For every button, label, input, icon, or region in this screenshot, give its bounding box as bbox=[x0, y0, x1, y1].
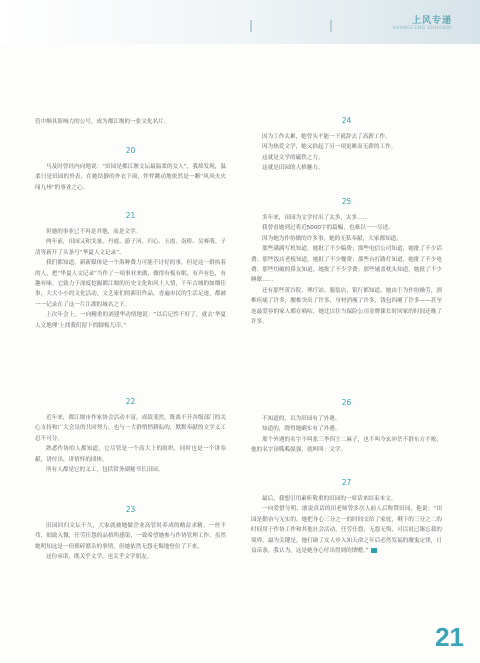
section-number: 21 bbox=[125, 211, 136, 220]
section-number: 20 bbox=[125, 146, 136, 155]
paragraph: 近年来，都江堰市作家协会活动丰富，成绩斐然，既离不开各级部门的关心支持和广大会员的共同努力，也与一大群悄悄耕耘的，默默奉献的文学义工息不可分。 bbox=[35, 415, 226, 442]
section-26 bbox=[251, 398, 442, 456]
end-of-article-mark bbox=[371, 548, 377, 553]
paragraph: 马及时曾经内向地说：“田园是都江堰文坛最温柔的女人”，我却发现，温柔只是田园的外表，在她结静的外衣下面，怦怦跳动地依然是一颗“风风火火闯九州”的事业之心。 bbox=[35, 164, 226, 191]
paragraph: 管中颇具影响力的公号，成为都江堰的一张文化名片。 bbox=[35, 119, 170, 125]
paragraph: 因为工作太累，她曾头不能一下就辞去了高薪工作。 bbox=[262, 134, 391, 140]
header-divider-mark bbox=[250, 20, 252, 32]
paragraph: 所有人都是它的义工，包括常务副秘书长田园。 bbox=[46, 467, 164, 474]
section-23 bbox=[35, 505, 226, 563]
section-20 bbox=[35, 146, 226, 193]
paragraph: 上次年会上，一向精重的刘建华动情地说：“以后记性不好了，就去‘华夏人文地理’上找我们留下的脚板儿印。” bbox=[35, 312, 226, 329]
section-number: 23 bbox=[125, 505, 136, 514]
section-number: 22 bbox=[125, 397, 136, 406]
paragraph: 我们都知道，新新媒体是一个海种费力可能不讨好的事，但是这一群执着的人，把“华夏人文记录”当作了一项事业来做，做得有板有眼，有声有色，有趣有味。它致力于深度挖掘都江堰的历史文化和风土人情，千年古城的如烟往事，大大小小的文化活动，文艺家们的新旧作品，香遍市民的生活足迹，都被一一记录在了这一片江湖的城名之下。 bbox=[35, 260, 226, 308]
paragraph: 那些满满写机知道，她批了不少稿费；那些电信公司知道，她批了不少话费；那些饭店老板知道，她批了不少餐费；那些台打路灯知道，她批了不少电费；那些切破的鼻友知道，她批了不少学费；那些辅盖枕头知道，她批了不少睡眠…… bbox=[251, 246, 442, 284]
section-25 bbox=[251, 197, 442, 327]
paragraph: 因为热爱文学，她又拾起了另一项更累而无薪的工作。 bbox=[262, 144, 397, 151]
column-subtitle: SHANGFENG ZHUANDI bbox=[392, 26, 452, 31]
paragraph: 我曾看她到过将近5000字的篇幅，也难以一一尽述。 bbox=[262, 225, 394, 232]
section-24 bbox=[251, 116, 442, 174]
header-band bbox=[0, 0, 480, 44]
paragraph: 还有那些黄谷院、理疗站、服装店、银行都知道，她由于为作协操劳，颈椎疾痛了许多，腰椎突出了许多，身材消瘦了许多，钱包四瘪了许多——甚至连最爱容的家人都在嘀咕，她比以往当保险公司金牌课长时回家的时间还晚了许多。 bbox=[251, 287, 442, 326]
paragraph: 这就是田园的人格魅力。 bbox=[262, 165, 324, 172]
paragraph: 知道的，晓得她确实有了外遇。 bbox=[262, 426, 341, 433]
paragraph: 这就是文学的磁铁之力。 bbox=[262, 154, 324, 161]
paragraph: 多年来，田园为文学付出了太多，太多…… bbox=[262, 215, 369, 221]
paragraph: 这份承诺，既关乎文学，也关乎文学朋友。 bbox=[46, 554, 153, 561]
paragraph-text: 一向爱惜分明、敢说真话的田老师曾多次人前人后称赞田园，他说：“田园是勤奋与无实的，她把身心三分之一的时间交给了家庭，剩下的三分之二的时间用于作协工作和其他社会活动，任劳任怨，无怨无悔，可以说已臻忘我的境界，最为关键是，她打破了女人步入知天命之年后必然发福的魔鬼定律，日益苗条，我认为，这是她身心付出得到的馈赠。” bbox=[251, 506, 442, 555]
section-27 bbox=[251, 478, 442, 556]
left-column bbox=[35, 117, 226, 127]
paragraph: 那个外遇的名字不叫张三李四王二麻子，也不叫今玄冲岳不群东方不败，他的名字顶呱呱强强，就叫叫：文学。 bbox=[251, 436, 442, 454]
section-number: 27 bbox=[341, 478, 352, 487]
paragraph: 两年前，田园又和戈量、丹霞、游子河、归心、玉霞、南桥、吴赛萌、子清等新开了头条号“华夏人文记录”。 bbox=[35, 239, 226, 256]
page-number: 21 bbox=[435, 622, 464, 652]
paragraph: 但她的事业已不再是其他，而是文学。 bbox=[46, 229, 142, 235]
paragraph: 熟悉作协的人都知道，它尽管是一个高大上的组织，同时也是一个讲奉献，讲付出，讲情怀的团体。 bbox=[35, 446, 226, 463]
header-divider-mark bbox=[330, 20, 332, 32]
section-number: 24 bbox=[341, 116, 352, 125]
paragraph bbox=[251, 504, 442, 556]
paragraph: 田园回归文坛不久，大家就被她做企业高管时养成的精益求精、一丝不苟、细致入微，任劳任怨的品格所感染，一致希望她参与作协管理工作。虽然她明知这是一份琐碎繁杂的事情，但她依然无怨无悔地登位了下来。 bbox=[35, 523, 226, 550]
paragraph: 最后，我想引用素昕敬重的田园的一席话来结束本文。 bbox=[262, 496, 397, 502]
section-number: 26 bbox=[341, 398, 352, 407]
paragraph: 不知道的，以为田园有了外遇。 bbox=[262, 416, 341, 422]
column-title: 上风专递 bbox=[411, 16, 452, 26]
section-number: 25 bbox=[341, 197, 352, 206]
paragraph: 因为她为作协做的许多事，她的无私奉献，大家都知道。 bbox=[262, 235, 402, 242]
section-22 bbox=[35, 397, 226, 475]
section-21 bbox=[35, 211, 226, 331]
